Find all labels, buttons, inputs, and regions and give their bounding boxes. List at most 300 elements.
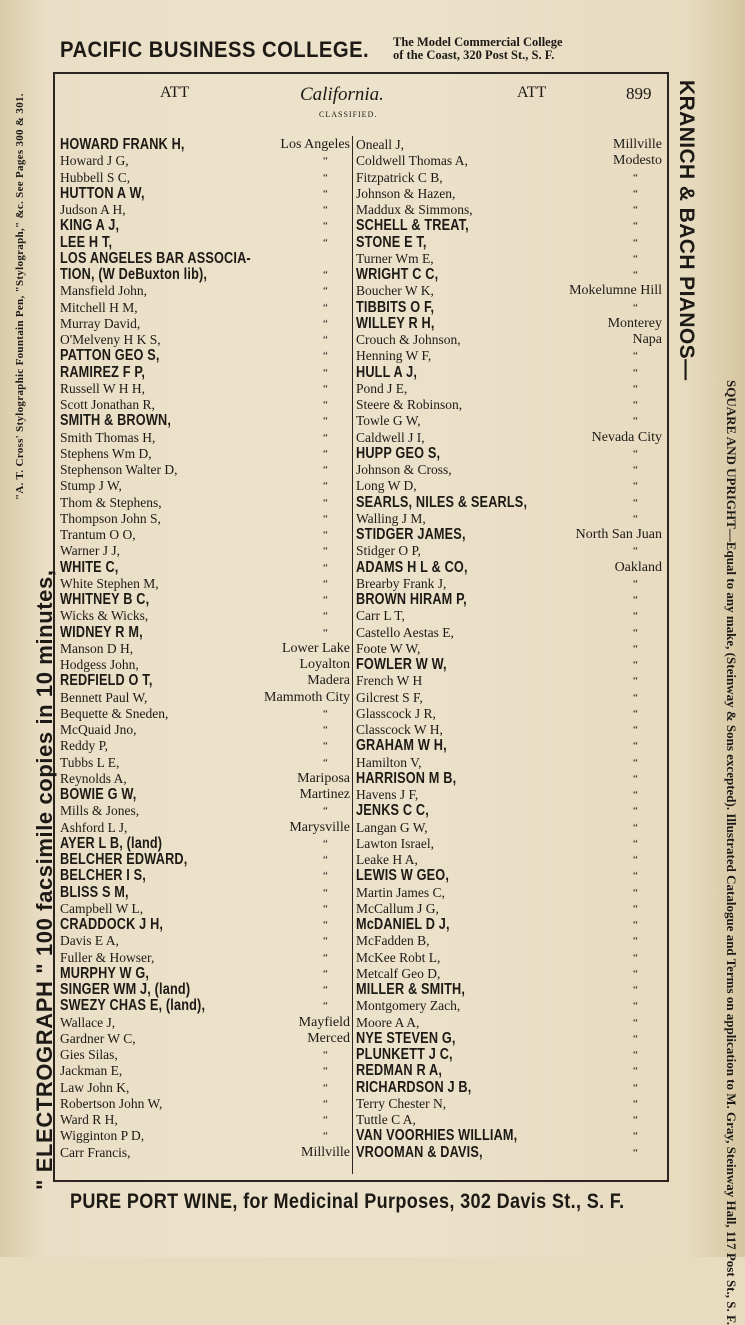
ditto-mark: “	[633, 919, 638, 931]
stylograph-ad: "A. T. Cross' Stylographic Fountain Pen, "Stylograph," &c. See Pages 300 & 301.	[14, 93, 26, 500]
listing-entry	[60, 1031, 350, 1047]
listing-name: Stephenson Walter D,	[60, 462, 178, 477]
listing-entry	[60, 950, 350, 966]
listing-name: Carr L T,	[356, 608, 405, 624]
listing-name: BOWIE G W,	[60, 786, 137, 803]
listing-entry	[60, 316, 350, 332]
listing-name: Castello Aestas E,	[356, 624, 454, 640]
listing-entry	[60, 836, 350, 852]
listing-entry	[60, 901, 350, 917]
listing-entry	[356, 1096, 662, 1112]
ditto-mark: “	[633, 626, 638, 639]
ditto-mark: “	[633, 171, 638, 184]
listing-entry	[60, 982, 350, 998]
listing-name: Davis E A,	[60, 933, 119, 949]
listing-name: Lawton Israel,	[356, 835, 434, 851]
listing-entry	[60, 1015, 350, 1031]
listing-name: Walling J M,	[356, 510, 426, 526]
ditto-mark: “	[633, 204, 638, 216]
listing-name: HUPP GEO S,	[356, 444, 441, 462]
listing-name: Smith Thomas H,	[60, 429, 156, 445]
listing-name: WRIGHT C C,	[356, 266, 439, 283]
listing-name: BELCHER I S,	[60, 867, 147, 885]
ditto-mark: “	[323, 886, 328, 899]
listing-entry	[356, 933, 662, 949]
listing-location: Napa	[632, 332, 662, 347]
ditto-mark: “	[633, 772, 638, 785]
ditto-mark: “	[323, 1114, 328, 1126]
listing-entry	[356, 153, 662, 169]
listing-entry	[356, 543, 662, 559]
ditto-mark: “	[323, 984, 328, 996]
ditto-mark: “	[323, 919, 328, 931]
ditto-mark: “	[633, 220, 638, 233]
listing-entry	[356, 1031, 662, 1047]
listing-name: HUTTON A W,	[60, 184, 145, 202]
listing-name: CRADDOCK J H,	[60, 916, 164, 933]
listing-name: Coldwell Thomas A,	[356, 153, 468, 169]
listing-entry	[60, 771, 350, 787]
listing-entry	[60, 576, 350, 592]
listing-entry	[60, 495, 350, 511]
listing-name: Law John K,	[60, 1079, 130, 1095]
ditto-mark: “	[633, 1114, 638, 1126]
left-guide-word: ATT	[160, 84, 190, 101]
listing-entry	[356, 901, 662, 917]
listing-entry	[356, 771, 662, 787]
listing-entry	[60, 722, 350, 738]
top-advertisement	[60, 32, 670, 68]
listing-name: Murray David,	[60, 315, 141, 331]
listing-entry	[60, 657, 350, 673]
listing-name: Bequette & Sneden,	[60, 705, 169, 721]
ditto-mark: “	[323, 496, 328, 509]
listing-entry	[356, 283, 662, 299]
ditto-mark: “	[633, 415, 638, 428]
ditto-mark: “	[633, 1081, 638, 1094]
listing-name: Glasscock J R,	[356, 705, 436, 721]
ditto-mark: “	[323, 334, 328, 346]
listing-name: Tuttle C A,	[356, 1112, 416, 1127]
ditto-mark: “	[323, 1097, 328, 1110]
listing-name: Robertson John W,	[60, 1095, 163, 1111]
listing-name: Steere & Robinson,	[356, 397, 463, 412]
page-number: 899	[626, 84, 652, 103]
listing-name: Johnson & Hazen,	[356, 185, 456, 201]
listing-entry	[60, 625, 350, 641]
ditto-mark: “	[633, 1016, 638, 1029]
listing-entry	[356, 235, 662, 251]
ditto-mark: “	[323, 545, 328, 558]
ditto-mark: “	[323, 447, 328, 460]
listing-name: Leake H A,	[356, 852, 418, 867]
listing-entry	[60, 137, 350, 153]
ditto-mark: “	[633, 837, 638, 850]
listing-name: Johnson & Cross,	[356, 462, 452, 477]
listing-name: BLISS S M,	[60, 883, 129, 901]
listing-name: SCHELL & TREAT,	[356, 217, 469, 235]
listing-entry	[60, 706, 350, 722]
listing-entry	[60, 787, 350, 803]
listing-entry	[356, 722, 662, 738]
listing-name: RICHARDSON J B,	[356, 1078, 472, 1096]
listing-name: Campbell W L,	[60, 900, 144, 916]
listing-name: Boucher W K,	[356, 283, 434, 299]
ditto-mark: “	[323, 512, 328, 525]
ditto-mark: “	[323, 935, 328, 948]
listing-entry	[60, 511, 350, 527]
right-listing-column	[356, 137, 662, 1161]
ditto-mark: “	[633, 691, 638, 704]
ditto-mark: “	[633, 1065, 638, 1078]
listing-name: STONE E T,	[356, 233, 427, 251]
listing-name: Bennett Paul W,	[60, 689, 148, 705]
listing-entry	[356, 982, 662, 998]
listing-entry	[60, 803, 350, 819]
listing-name: Fuller & Howser,	[60, 949, 155, 965]
ditto-mark: “	[323, 155, 328, 168]
pianos-ad-text: SQUARE AND UPRIGHT—Equal to any make, (Steinway & Sons excepted). Illustrated Catalogue and Terms on application to M. Gray, Steinway Hall, 117 Post St., S. F.	[724, 380, 739, 1325]
listing-entry	[356, 966, 662, 982]
listing-entry	[356, 365, 662, 381]
ditto-mark: “	[633, 870, 638, 883]
listing-entry	[356, 836, 662, 852]
listing-name: VROOMAN & DAVIS,	[356, 1143, 483, 1161]
listing-entry	[60, 755, 350, 771]
listing-name: White Stephen M,	[60, 575, 159, 591]
listing-name: Towle G W,	[356, 413, 421, 429]
listing-name: KING A J,	[60, 217, 120, 235]
listing-name: LEWIS W GEO,	[356, 867, 450, 885]
listing-name: McQuaid Jno,	[60, 722, 137, 737]
listing-location: Los Angeles	[280, 137, 350, 152]
listing-entry	[356, 755, 662, 771]
listing-name: McFadden B,	[356, 933, 430, 949]
column-divider	[352, 136, 353, 1174]
listing-location: Marysville	[289, 819, 350, 835]
listing-location: Modesto	[613, 153, 662, 169]
ditto-mark: “	[323, 350, 328, 363]
ditto-mark: “	[323, 805, 328, 818]
ditto-mark: “	[323, 399, 328, 411]
pianos-ad-title: KRANICH & BACH PIANOS—	[675, 80, 698, 381]
ditto-mark: “	[633, 740, 638, 753]
ditto-mark: “	[323, 529, 328, 541]
listing-location: Millville	[301, 1144, 350, 1160]
ditto-mark: “	[323, 561, 328, 574]
listing-name: Hubbell S C,	[60, 169, 131, 185]
listing-entry	[356, 251, 662, 267]
listing-name: TIBBITS O F,	[356, 298, 435, 316]
listing-entry	[60, 478, 350, 494]
listing-location: Mokelumne Hill	[569, 283, 662, 299]
listing-name: Manson D H,	[60, 640, 134, 656]
ditto-mark: “	[633, 886, 638, 899]
listing-name: SINGER WM J, (land)	[60, 981, 191, 998]
ditto-mark: “	[323, 317, 328, 330]
listing-entry	[356, 137, 662, 153]
ditto-mark: “	[323, 740, 328, 753]
listing-name: Ashford L J,	[60, 819, 128, 835]
listing-entry	[356, 446, 662, 462]
ditto-mark: “	[323, 366, 328, 379]
listing-name: VAN VOORHIES WILLIAM,	[356, 1127, 518, 1145]
ditto-mark: “	[633, 1146, 638, 1159]
listing-entry	[356, 300, 662, 316]
listing-name: NYE STEVEN G,	[356, 1029, 456, 1047]
ditto-mark: “	[633, 789, 638, 801]
listing-entry	[356, 397, 662, 413]
listing-entry	[356, 316, 662, 332]
listing-name: Metcalf Geo D,	[356, 965, 441, 981]
listing-entry	[356, 413, 662, 429]
listing-entry	[356, 998, 662, 1014]
ditto-mark: “	[323, 431, 328, 444]
ditto-mark: “	[633, 724, 638, 736]
listing-entry	[356, 1145, 662, 1161]
listing-name: LOS ANGELES BAR ASSOCIA-	[60, 249, 251, 267]
listing-entry	[356, 787, 662, 803]
listing-name: Warner J J,	[60, 543, 121, 559]
ditto-mark: “	[633, 610, 638, 623]
listing-entry	[356, 1063, 662, 1079]
ditto-mark: “	[633, 1032, 638, 1045]
listing-name: Hamilton V,	[356, 754, 422, 770]
classified-label: CLASSIFIED.	[319, 110, 378, 119]
bottom-advertisement: PURE PORT WINE, for Medicinal Purposes, 302 Davis St., S. F.	[70, 1190, 625, 1213]
ditto-mark: “	[633, 854, 638, 866]
listing-entry	[60, 186, 350, 202]
ditto-mark: “	[633, 984, 638, 996]
ditto-mark: “	[633, 350, 638, 363]
listing-entry	[60, 917, 350, 933]
state-title: California.	[300, 84, 384, 105]
listing-entry	[60, 673, 350, 689]
listing-entry	[60, 868, 350, 884]
listing-name: Jackman E,	[60, 1063, 123, 1079]
listing-entry	[356, 852, 662, 868]
ditto-mark: “	[633, 447, 638, 460]
listing-name: Crouch & Johnson,	[356, 332, 461, 347]
listing-name: Stidger O P,	[356, 543, 421, 559]
ditto-mark: “	[323, 756, 328, 769]
ditto-mark: “	[633, 512, 638, 525]
listing-location: Madera	[307, 673, 350, 689]
ditto-mark: “	[633, 269, 638, 281]
listing-name: WHITNEY B C,	[60, 591, 150, 608]
listing-name: Moore A A,	[356, 1014, 420, 1030]
listing-location: North San Juan	[575, 527, 662, 542]
ditto-mark: “	[323, 1065, 328, 1078]
listing-entry	[60, 1128, 350, 1144]
listing-name: Henning W F,	[356, 348, 432, 364]
listing-name: STIDGER JAMES,	[356, 526, 466, 543]
ditto-mark: “	[323, 837, 328, 850]
listing-entry	[60, 430, 350, 446]
listing-entry	[60, 560, 350, 576]
ditto-mark: “	[633, 464, 638, 476]
ditto-mark: “	[323, 577, 328, 590]
listing-name: Terry Chester N,	[356, 1095, 447, 1111]
listing-entry	[60, 1063, 350, 1079]
listing-name: REDMAN R A,	[356, 1062, 443, 1080]
ditto-mark: “	[323, 1049, 328, 1061]
ditto-mark: “	[633, 821, 638, 834]
listing-entry	[356, 560, 662, 576]
listing-name: BROWN HIRAM P,	[356, 591, 467, 608]
listing-entry	[60, 527, 350, 543]
listing-entry	[60, 446, 350, 462]
listing-entry	[356, 738, 662, 754]
listing-name: Long W D,	[356, 478, 417, 494]
listing-name: Carr Francis,	[60, 1144, 131, 1160]
listing-entry	[60, 820, 350, 836]
ditto-mark: “	[633, 496, 638, 509]
ditto-mark: “	[323, 187, 328, 200]
listing-name: SMITH & BROWN,	[60, 412, 172, 430]
listing-location: Loyalton	[299, 657, 350, 672]
listing-entry	[60, 1145, 350, 1161]
ditto-mark: “	[323, 269, 328, 281]
listing-entry	[60, 332, 350, 348]
listing-name: BELCHER EDWARD,	[60, 851, 188, 868]
listing-name: AYER L B, (land)	[60, 834, 163, 852]
listing-name: Wicks & Wicks,	[60, 608, 149, 624]
listing-location: Monterey	[607, 315, 662, 331]
listing-name: Classcock W H,	[356, 722, 443, 737]
listing-name: RAMIREZ F P,	[60, 363, 146, 381]
ditto-mark: “	[323, 1130, 328, 1143]
listing-entry	[60, 1047, 350, 1063]
listing-name: Judson A H,	[60, 202, 126, 217]
listing-name: O'Melveny H K S,	[60, 332, 161, 347]
listing-entry	[60, 300, 350, 316]
left-listing-column	[60, 137, 350, 1161]
listing-name: Montgomery Zach,	[356, 998, 461, 1014]
ditto-mark: “	[323, 236, 328, 249]
listing-entry	[60, 365, 350, 381]
listing-name: Caldwell J I,	[356, 429, 425, 445]
listing-entry	[60, 462, 350, 478]
listing-location: Merced	[307, 1030, 350, 1046]
ditto-mark: “	[633, 902, 638, 915]
listing-name: HARRISON M B,	[356, 769, 457, 787]
listing-name: SEARLS, NILES & SEARLS,	[356, 493, 528, 511]
listing-entry	[356, 511, 662, 527]
listing-name: Tubbs L E,	[60, 754, 120, 770]
listing-entry	[60, 738, 350, 754]
listing-name: Trantum O O,	[60, 527, 136, 542]
listing-name: WIDNEY R M,	[60, 623, 143, 641]
listing-name: SWEZY CHAS E, (land),	[60, 997, 206, 1015]
listing-entry	[356, 381, 662, 397]
listing-entry	[60, 170, 350, 186]
ditto-mark: “	[633, 1000, 638, 1013]
listing-name: Brearby Frank J,	[356, 575, 447, 591]
college-tagline	[393, 36, 563, 62]
listing-name: PATTON GEO S,	[60, 347, 160, 365]
listing-name: Stephens Wm D,	[60, 445, 152, 461]
listing-entry	[356, 348, 662, 364]
listing-name: LEE H T,	[60, 233, 113, 251]
right-margin-advertisement	[672, 80, 740, 1325]
listing-location: Millville	[613, 137, 662, 152]
ditto-mark: “	[633, 366, 638, 379]
ditto-mark: “	[323, 951, 328, 964]
listing-name: Foote W W,	[356, 640, 421, 656]
ditto-mark: “	[323, 902, 328, 915]
listing-name: WHITE C,	[60, 558, 119, 576]
listing-entry	[60, 608, 350, 624]
listing-name: Reynolds A,	[60, 770, 127, 786]
listing-entry	[356, 1128, 662, 1144]
listing-entry	[356, 495, 662, 511]
listing-entry	[356, 803, 662, 819]
ditto-mark: “	[633, 480, 638, 493]
ditto-mark: “	[633, 805, 638, 818]
listing-location: Nevada City	[591, 429, 662, 445]
listing-name: French W H	[356, 673, 423, 689]
ditto-mark: “	[633, 1130, 638, 1143]
listing-location: Martinez	[299, 787, 350, 802]
listing-entry	[356, 885, 662, 901]
listing-name: Mills & Jones,	[60, 803, 140, 819]
ditto-mark: “	[323, 382, 328, 395]
listing-name: Fitzpatrick C B,	[356, 169, 443, 185]
listing-name: Thom & Stephens,	[60, 494, 162, 510]
listing-name: TION, (W DeBuxton lib),	[60, 266, 208, 283]
listing-entry	[356, 1112, 662, 1128]
listing-name: Gies Silas,	[60, 1047, 118, 1062]
ditto-mark: “	[633, 399, 638, 411]
college-tagline-line-1: The Model Commercial College	[393, 35, 563, 49]
listing-location: Oakland	[614, 559, 662, 575]
listing-name: McCallum J G,	[356, 900, 439, 916]
listing-entry	[60, 235, 350, 251]
listing-entry	[356, 332, 662, 348]
ditto-mark: “	[633, 301, 638, 314]
ditto-mark: “	[633, 967, 638, 980]
listing-entry	[356, 1015, 662, 1031]
listing-name: Gardner W C,	[60, 1030, 136, 1046]
listing-entry	[356, 641, 662, 657]
listing-name: Mansfield John,	[60, 283, 147, 299]
ditto-mark: “	[323, 854, 328, 866]
ditto-mark: “	[633, 935, 638, 948]
listing-name: Oneall J,	[356, 137, 404, 152]
ditto-mark: “	[633, 756, 638, 769]
listing-name: Ward R H,	[60, 1112, 118, 1127]
ditto-mark: “	[633, 545, 638, 558]
listing-entry	[60, 251, 350, 267]
listing-entry	[356, 820, 662, 836]
listing-entry	[356, 950, 662, 966]
ditto-mark: “	[633, 951, 638, 964]
ditto-mark: “	[633, 659, 638, 671]
listing-name: Turner Wm E,	[356, 250, 434, 266]
listing-entry	[356, 868, 662, 884]
ditto-mark: “	[633, 382, 638, 395]
listing-entry	[60, 1096, 350, 1112]
ditto-mark: “	[323, 204, 328, 216]
listing-name: Howard J G,	[60, 153, 129, 169]
listing-name: PLUNKETT J C,	[356, 1046, 453, 1063]
ditto-mark: “	[633, 642, 638, 655]
listing-entry	[60, 267, 350, 283]
listing-location: Mariposa	[297, 770, 350, 786]
listing-name: Maddux & Simmons,	[356, 202, 473, 217]
listing-name: Wigginton P D,	[60, 1128, 145, 1144]
